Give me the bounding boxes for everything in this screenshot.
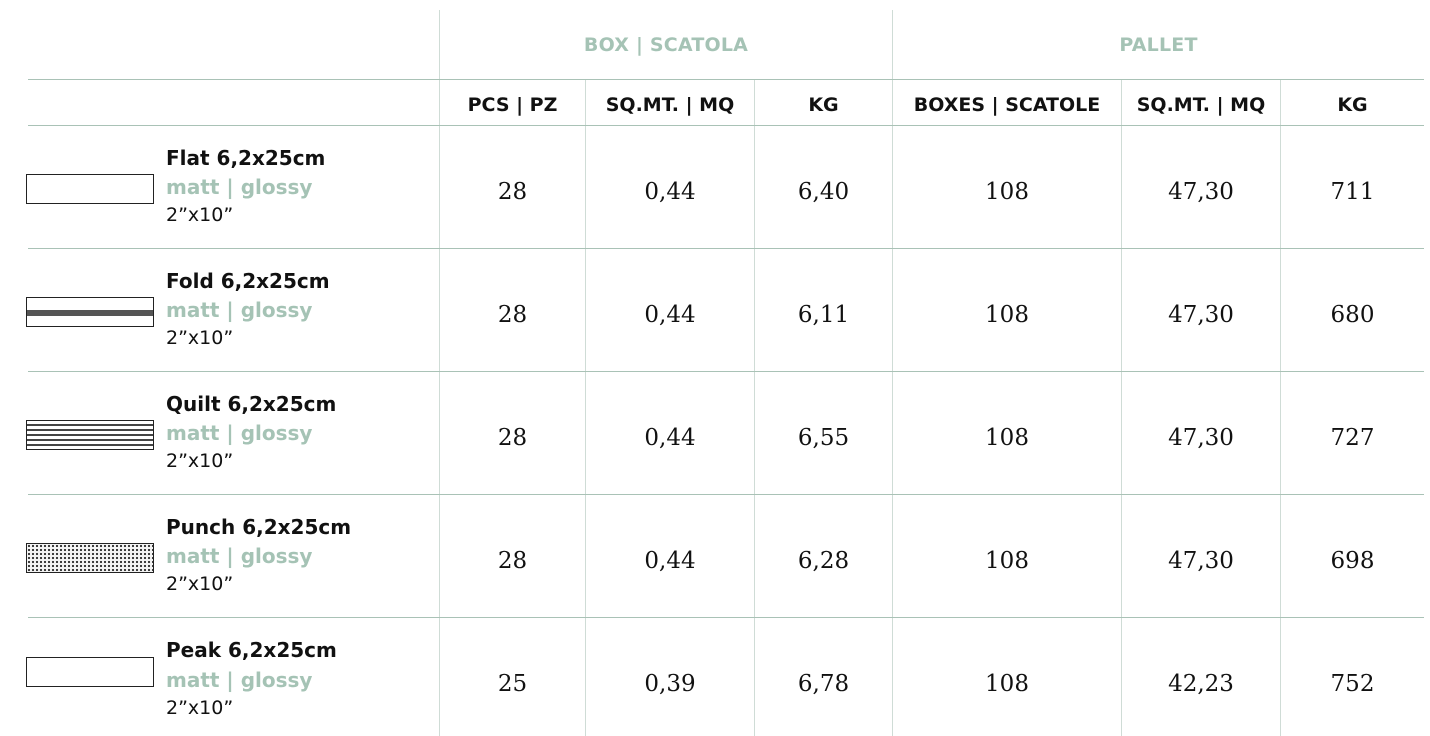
column-header-box-kg: KG <box>808 94 839 116</box>
table-cell: 680 <box>1330 302 1375 328</box>
table-cell: 47,30 <box>1168 425 1234 451</box>
table-cell: 752 <box>1330 671 1375 697</box>
table-cell: 0,44 <box>644 179 696 205</box>
product-size: 2”x10” <box>166 697 234 719</box>
product-name: Flat 6,2x25cm <box>166 146 326 170</box>
column-header-pallet-boxes: BOXES | SCATOLE <box>913 94 1101 116</box>
table-cell: 6,40 <box>797 179 850 205</box>
group-title-pallet: PALLET <box>1119 34 1198 56</box>
product-name: Fold 6,2x25cm <box>166 269 330 293</box>
column-header-pallet-sqmt: SQ.MT. | MQ <box>1136 94 1266 116</box>
tile-quilt-swatch <box>26 420 154 450</box>
table-cell: 6,11 <box>797 302 850 328</box>
product-size: 2”x10” <box>166 327 234 349</box>
column-header-pallet-kg: KG <box>1337 94 1368 116</box>
table-cell: 698 <box>1330 548 1375 574</box>
tile-peak-swatch <box>26 657 154 687</box>
table-cell: 47,30 <box>1168 179 1234 205</box>
rule-row-2 <box>28 371 1424 372</box>
table-cell: 727 <box>1330 425 1375 451</box>
tile-flat-swatch <box>26 174 154 204</box>
table-cell: 711 <box>1330 179 1375 205</box>
product-name: Peak 6,2x25cm <box>166 638 337 662</box>
table-cell: 108 <box>985 548 1029 574</box>
table-cell: 0,44 <box>644 548 696 574</box>
table-cell: 108 <box>985 179 1029 205</box>
table-cell: 47,30 <box>1168 302 1234 328</box>
product-name: Quilt 6,2x25cm <box>166 392 337 416</box>
product-size: 2”x10” <box>166 573 234 595</box>
table-cell: 28 <box>497 548 528 574</box>
table-cell: 28 <box>497 425 528 451</box>
table-cell: 28 <box>497 302 528 328</box>
table-cell: 0,44 <box>644 302 696 328</box>
table-cell: 0,44 <box>644 425 696 451</box>
table-cell: 25 <box>497 671 528 697</box>
product-finish: matt | glossy <box>166 175 313 199</box>
product-finish: matt | glossy <box>166 668 313 692</box>
column-header-box-sqmt: SQ.MT. | MQ <box>605 94 735 116</box>
rule-row-3 <box>28 494 1424 495</box>
table-cell: 6,78 <box>797 671 850 697</box>
table-cell: 28 <box>497 179 528 205</box>
column-header-box-pcs: PCS | PZ <box>467 94 558 116</box>
product-finish: matt | glossy <box>166 544 313 568</box>
product-size: 2”x10” <box>166 204 234 226</box>
tile-punch-swatch <box>26 543 154 573</box>
table-cell: 47,30 <box>1168 548 1234 574</box>
rule-column-header <box>28 125 1424 126</box>
tile-fold-swatch <box>26 297 154 327</box>
table-cell: 6,28 <box>797 548 850 574</box>
table-cell: 0,39 <box>644 671 696 697</box>
product-finish: matt | glossy <box>166 298 313 322</box>
table-cell: 6,55 <box>797 425 850 451</box>
table-cell: 108 <box>985 671 1029 697</box>
rule-row-1 <box>28 248 1424 249</box>
group-title-box: BOX | SCATOLA <box>583 34 749 56</box>
product-name: Punch 6,2x25cm <box>166 515 352 539</box>
product-finish: matt | glossy <box>166 421 313 445</box>
table-cell: 108 <box>985 302 1029 328</box>
rule-group-header <box>28 79 1424 80</box>
table-cell: 42,23 <box>1168 671 1234 697</box>
table-cell: 108 <box>985 425 1029 451</box>
product-size: 2”x10” <box>166 450 234 472</box>
rule-row-4 <box>28 617 1424 618</box>
